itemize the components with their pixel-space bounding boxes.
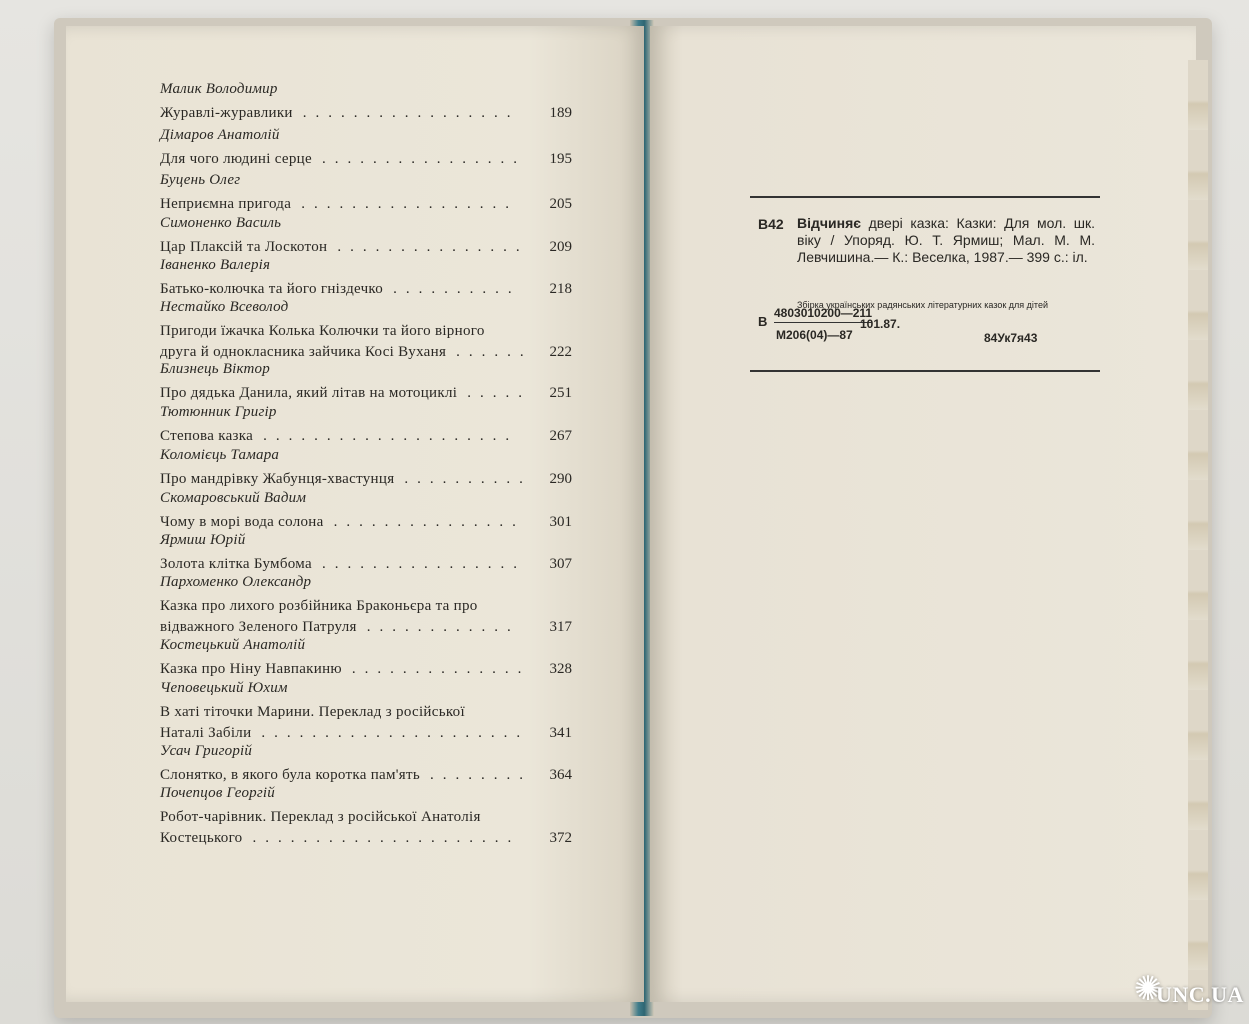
toc-page-number: 267 [549, 428, 572, 444]
toc-page-number: 222 [549, 344, 572, 360]
toc-title-line: відважного Зеленого Патруля [160, 619, 357, 635]
toc-author: Дімаров Анатолій [160, 127, 280, 143]
toc-page-number: 189 [549, 105, 572, 121]
toc-title-line: Казка про Ніну Навпакиню [160, 661, 342, 677]
page-edges [1188, 60, 1208, 1010]
toc-title-line: Робот-чарівник. Переклад з російської Анатолія [160, 809, 481, 825]
toc-dot-leader: .......... [393, 281, 521, 297]
toc-title-line: Пригоди їжачка Колька Колючки та його вірного [160, 323, 485, 339]
toc-author: Ярмиш Юрій [160, 532, 246, 548]
toc-author: Пархоменко Олександр [160, 574, 312, 590]
toc-title-line: Для чого людині серце [160, 151, 312, 167]
card-fraction-denominator: М206(04)—87 [776, 328, 853, 342]
toc-page-number: 209 [549, 239, 572, 255]
toc-page-number: 372 [549, 830, 572, 846]
toc-author: Буцень Олег [160, 172, 241, 188]
card-fraction-numerator: 4803010200—211 [774, 306, 872, 323]
toc-title-line: Журавлі-журавлики [160, 105, 293, 121]
card-text: двері казка: Казки: Для мол. шк. віку / Упоряд. Ю. Т. Ярмиш; Мал. М. М. Левчишина.— К.: Веселка, 1987.— 399 с.: іл. [797, 215, 1095, 265]
card-bottom-rule [750, 370, 1100, 372]
toc-dot-leader: ............... [337, 239, 529, 255]
card-code: В42 [758, 216, 784, 232]
toc-dot-leader: ........ [430, 767, 533, 783]
toc-author: Нестайко Всеволод [160, 299, 289, 315]
toc-page-number: 301 [549, 514, 572, 530]
toc-author: Скомаровський Вадим [160, 490, 307, 506]
card-price: 101.87. [860, 317, 901, 331]
toc-page-number: 307 [549, 556, 572, 572]
card-note: Збірка українських радянських літературних казок для дітей [797, 300, 1048, 310]
toc-page-number: 317 [549, 619, 572, 635]
toc-author: Чеповецький Юхим [160, 680, 288, 696]
toc-title-line: В хаті тіточки Марини. Переклад з російської [160, 704, 465, 720]
toc-title-line: Степова казка [160, 428, 254, 444]
toc-page-number: 328 [549, 661, 572, 677]
toc-dot-leader: .............. [351, 661, 531, 677]
toc-dot-leader: ................. [301, 196, 518, 212]
toc-dot-leader: .................... [263, 428, 519, 444]
toc-title-line: друга й однокласника зайчика Косі Вуханя [160, 344, 447, 360]
toc-page-number: 205 [549, 196, 572, 212]
toc-author: Близнець Віктор [160, 361, 270, 377]
right-page [650, 26, 1196, 1002]
toc-title-line: Золота клітка Бумбома [160, 556, 312, 572]
toc-dot-leader: ..... [467, 385, 531, 401]
toc-dot-leader: ..................... [261, 725, 530, 741]
toc-author: Почепцов Георгій [160, 785, 275, 801]
toc-author: Симоненко Василь [160, 215, 282, 231]
toc-page-number: 251 [549, 385, 572, 401]
toc-dot-leader: ................. [302, 105, 520, 121]
toc-dot-leader: ................ [321, 556, 526, 572]
catalog-card [750, 196, 1100, 372]
watermark-text: UNC.UA [1156, 982, 1244, 1007]
card-b-letter: В [758, 314, 768, 329]
toc-page-number: 341 [549, 725, 572, 741]
toc-dot-leader: ...... [456, 344, 533, 360]
toc-dot-leader: ............ [366, 619, 520, 635]
toc-title-line: Слонятко, в якого була коротка пам'ять [160, 767, 421, 783]
toc-dot-leader: ..................... [252, 830, 521, 846]
toc-title-line: Наталі Забіли [160, 725, 252, 741]
toc-page-number: 195 [549, 151, 572, 167]
toc-page-number: 218 [549, 281, 572, 297]
toc-dot-leader: ............... [333, 514, 525, 530]
toc-author: Іваненко Валерія [160, 257, 271, 273]
card-top-rule [750, 196, 1100, 198]
star-logo-icon: ✺ [1133, 971, 1163, 1008]
toc-title-line: Про дядька Данила, який літав на мотоциклі [160, 385, 458, 401]
toc-dot-leader: ................ [321, 151, 526, 167]
toc-author: Тютюнник Григір [160, 404, 277, 420]
toc-title-line: Неприємна пригода [160, 196, 292, 212]
toc-title-line: Чому в морі вода солона [160, 514, 324, 530]
card-bbk-code: 84Ук7я43 [984, 331, 1038, 345]
toc-author: Усач Григорій [160, 743, 253, 759]
toc-author: Костецький Анатолій [160, 637, 306, 653]
toc-title-line: Казка про лихого розбійника Браконьєра та про [160, 598, 478, 614]
toc-page-number: 290 [549, 471, 572, 487]
toc-title-line: Костецького [160, 830, 243, 846]
card-title-bold: Відчиняє [797, 215, 861, 231]
toc-author: Малик Володимир [160, 81, 278, 97]
toc-dot-leader: .......... [404, 471, 532, 487]
watermark [1128, 968, 1244, 1014]
card-description [797, 215, 1095, 266]
toc-title-line: Батько-колючка та його гніздечко [160, 281, 384, 297]
toc-page-number: 364 [549, 767, 572, 783]
toc-title-line: Про мандрівку Жабунця-хвастунця [160, 471, 395, 487]
toc-title-line: Цар Плаксій та Лоскотон [160, 239, 328, 255]
toc-author: Коломієць Тамара [160, 447, 280, 463]
